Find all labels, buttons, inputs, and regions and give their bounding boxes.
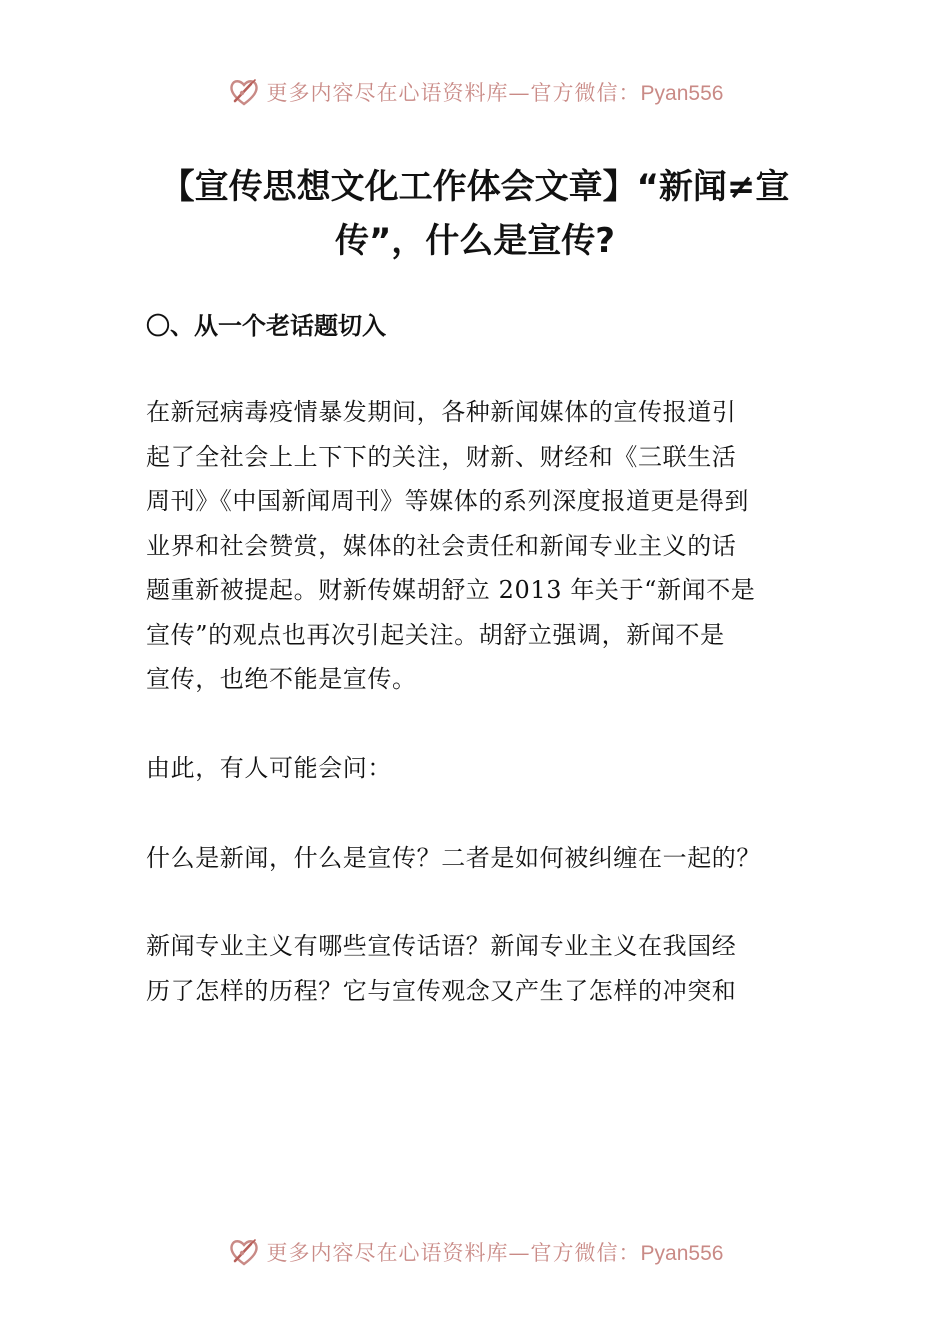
paragraph-line: 什么是新闻，什么是宣传？二者是如何被纠缠在一起的？ (146, 844, 761, 872)
body-paragraph (146, 390, 806, 702)
heart-pen-logo-icon (227, 75, 261, 109)
wechat-handle: Pyan556 (640, 1242, 724, 1265)
watermark-text (267, 1237, 724, 1267)
paragraph-line: 起了全社会上上下下的关注，财新、财经和《三联生活 (146, 442, 737, 471)
paragraph-line: 题重新被提起。财新传媒胡舒立 2013 年关于“新闻不是 (146, 576, 756, 604)
title-line: 传”，什么是宣传? (334, 221, 616, 261)
paragraph-line: 由此，有人可能会问： (146, 754, 392, 782)
body-paragraph (146, 836, 806, 881)
body-paragraph (146, 746, 806, 791)
section-heading: 〇、从一个老话题切入 (146, 312, 386, 340)
paragraph-line: 周刊》《中国新闻周刊》等媒体的系列深度报道更是得到 (146, 487, 749, 515)
paragraph-line: 宣传”的观点也再次引起关注。胡舒立强调，新闻不是 (146, 620, 725, 649)
footer-watermark (0, 1232, 950, 1272)
paragraph-line: 在新冠病毒疫情暴发期间，各种新闻媒体的宣传报道引 (146, 398, 737, 426)
paragraph-line: 宣传，也绝不能是宣传。 (146, 665, 417, 693)
title-line: 【宣传思想文化工作体会文章】“新闻≠宣 (160, 167, 790, 207)
paragraph-line: 历了怎样的历程？它与宣传观念又产生了怎样的冲突和 (146, 976, 737, 1005)
header-watermark (0, 72, 950, 112)
watermark-label: 更多内容尽在心语资料库—官方微信： (266, 1241, 641, 1265)
paragraph-line: 业界和社会赞赏，媒体的社会责任和新闻专业主义的话 (146, 531, 737, 560)
paragraph-line: 新闻专业主义有哪些宣传话语？新闻专业主义在我国经 (146, 932, 737, 960)
heart-pen-logo-icon (227, 1235, 261, 1269)
body-paragraph (146, 924, 806, 1013)
page-title (130, 160, 820, 268)
watermark-text (267, 77, 724, 107)
watermark-label: 更多内容尽在心语资料库—官方微信： (266, 81, 641, 105)
wechat-handle: Pyan556 (640, 82, 724, 105)
